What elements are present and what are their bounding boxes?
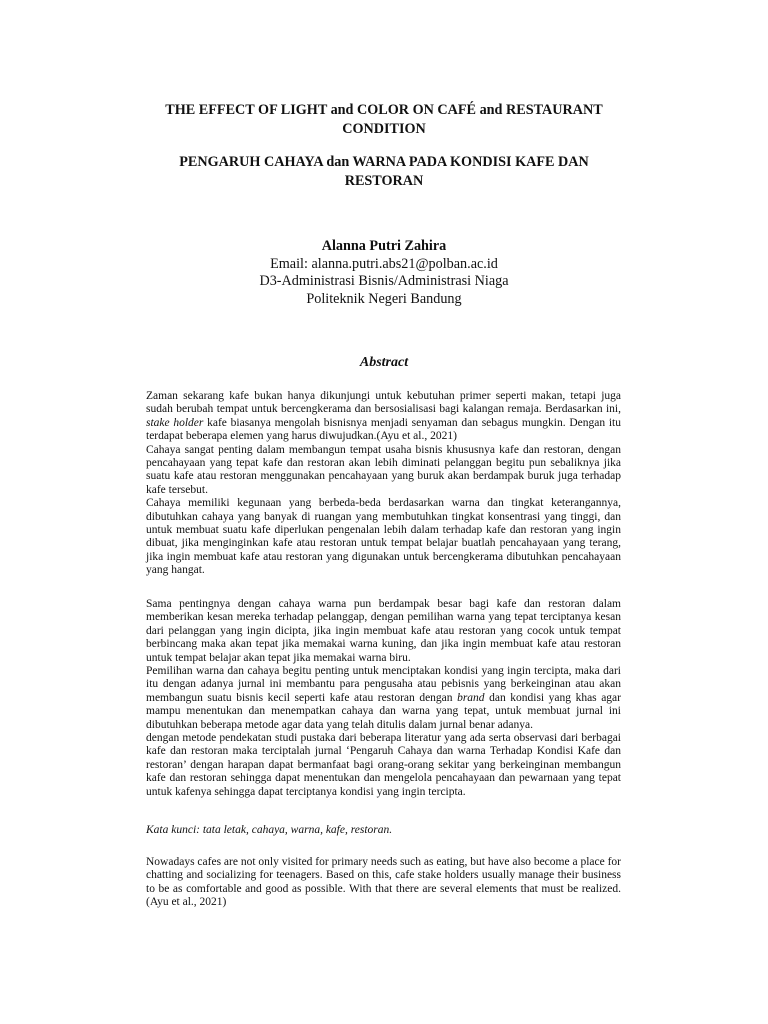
abstract-english: [146, 856, 621, 910]
author-department: D3-Administrasi Bisnis/Administrasi Niaga: [259, 273, 509, 289]
abstract-heading: Abstract: [359, 355, 409, 370]
abstract-paragraph-6: dengan metode pendekatan studi pustaka dari beberapa literatur yang ada serta observasi dari berbagai kafe dan restoran maka terciptalah jurnal ‘Pengaruh Cahaya dan warna Terhadap Kondisi Kafe dan restoran’ dengan harapan dapat bermanfaat bagi orang-orang sekitar yang berkeinginan membangun kafe dan restoran sehingga dapat menentukan dan mengelola pencahayaan dan pewarnaan yang tepat untuk kafenya sehingga dapat terciptanya kondisi yang ingin tercipta.: [146, 732, 621, 798]
abstract-paragraph-5: Pemilihan warna dan cahaya begitu penting untuk menciptakan kondisi yang ingin tercipta, maka dari itu dengan adanya jurnal ini membantu para pengusaha atau pebisnis yang berkeinginan atau akan membangun suatu bisnis kecil seperti kafe atau restoran dengan brand dan kondisi yang khas agar mampu menentukan dan menempatkan cahaya dan warna yang tepat, untuk membuat jurnal ini dibutuhkan beberapa metode agar data yang telah ditulis dalam jurnal benar adanya.: [146, 665, 621, 731]
author-name: Alanna Putri Zahira: [321, 238, 447, 254]
author-institution: Politeknik Negeri Bandung: [306, 290, 462, 307]
abstract-paragraph-3: Cahaya memiliki kegunaan yang berbeda-beda berdasarkan warna dan tingkat keterangannya, dibutuhkan cahaya yang banyak di ruangan yang membutuhkan tingkat konsentrasi yang tinggi, dan untuk membuat suatu kafe diperlukan pengenalan lebih dalam terhadap kafe dan restoran yang ingin dibuat, jika menginginkan kafe atau restoran untuk tempat belajar buatlah pencahayaan yang terang, jika ingin membuat kafe atau restoran yang digunakan untuk bercengkerama dibutuhkan pencahayaan yang hangat.: [146, 497, 621, 577]
abstract-english-paragraph-1: Nowadays cafes are not only visited for primary needs such as eating, but have also become a place for chatting and socializing for teenagers. Based on this, cafe stake holders usually manage their business to be as comfortable and good as possible. With that there are several elements that must be realized. (Ayu et al., 2021): [146, 856, 621, 909]
keywords: Kata kunci: tata letak, cahaya, warna, kafe, restoran.: [146, 824, 393, 836]
abstract-indonesian-part2: [146, 598, 621, 799]
abstract-paragraph-2: Cahaya sangat penting dalam membangun tempat usaha bisnis khususnya kafe dan restoran, dengan pencahayaan yang tepat kafe dan restoran akan lebih diminati pelanggan begitu pun sebaliknya jika suatu kafe atau restoran menggunakan pencahayaan yang buruk akan berdampak buruk juga terhadap kafe tersebut.: [146, 443, 621, 496]
abstract-paragraph-4: Sama pentingnya dengan cahaya warna pun berdampak besar bagi kafe dan restoran dalam memberikan kesan mereka terhadap pelanggap, dengan pemilihan warna yang tepat terciptanya kesan dari pelanggan yang ingin dicipta, jika ingin membuat kafe atau restoran yang cocok untuk tempat berbincang maka akan tepat jika memakai warna kuning, dan jika ingin membuat kafe atau restoran untuk tempat belajar akan tepat jika memakai warna biru.: [146, 598, 621, 664]
title-indonesian: PENGARUH CAHAYA dan WARNA PADA KONDISI KAFE DAN RESTORAN: [179, 154, 589, 189]
abstract-indonesian-part1: [146, 390, 621, 578]
abstract-paragraph-1: Zaman sekarang kafe bukan hanya dikunjungi untuk kebutuhan primer seperti makan, tetapi juga sudah berubah tempat untuk bercengkerama dan bersosialisasi bagi kalangan remaja. Berdasarkan ini, stake holder kafe biasanya mengolah bisnisnya menjadi senyaman dan sebagus mungkin. Dengan itu terdapat beberapa elemen yang harus diwujudkan.(Ayu et al., 2021): [146, 390, 621, 443]
author-block: [150, 238, 618, 308]
author-email: Email: alanna.putri.abs21@polban.ac.id: [270, 255, 498, 272]
title-english: THE EFFECT OF LIGHT and COLOR ON CAFÉ and RESTAURANT CONDITION: [165, 102, 603, 137]
